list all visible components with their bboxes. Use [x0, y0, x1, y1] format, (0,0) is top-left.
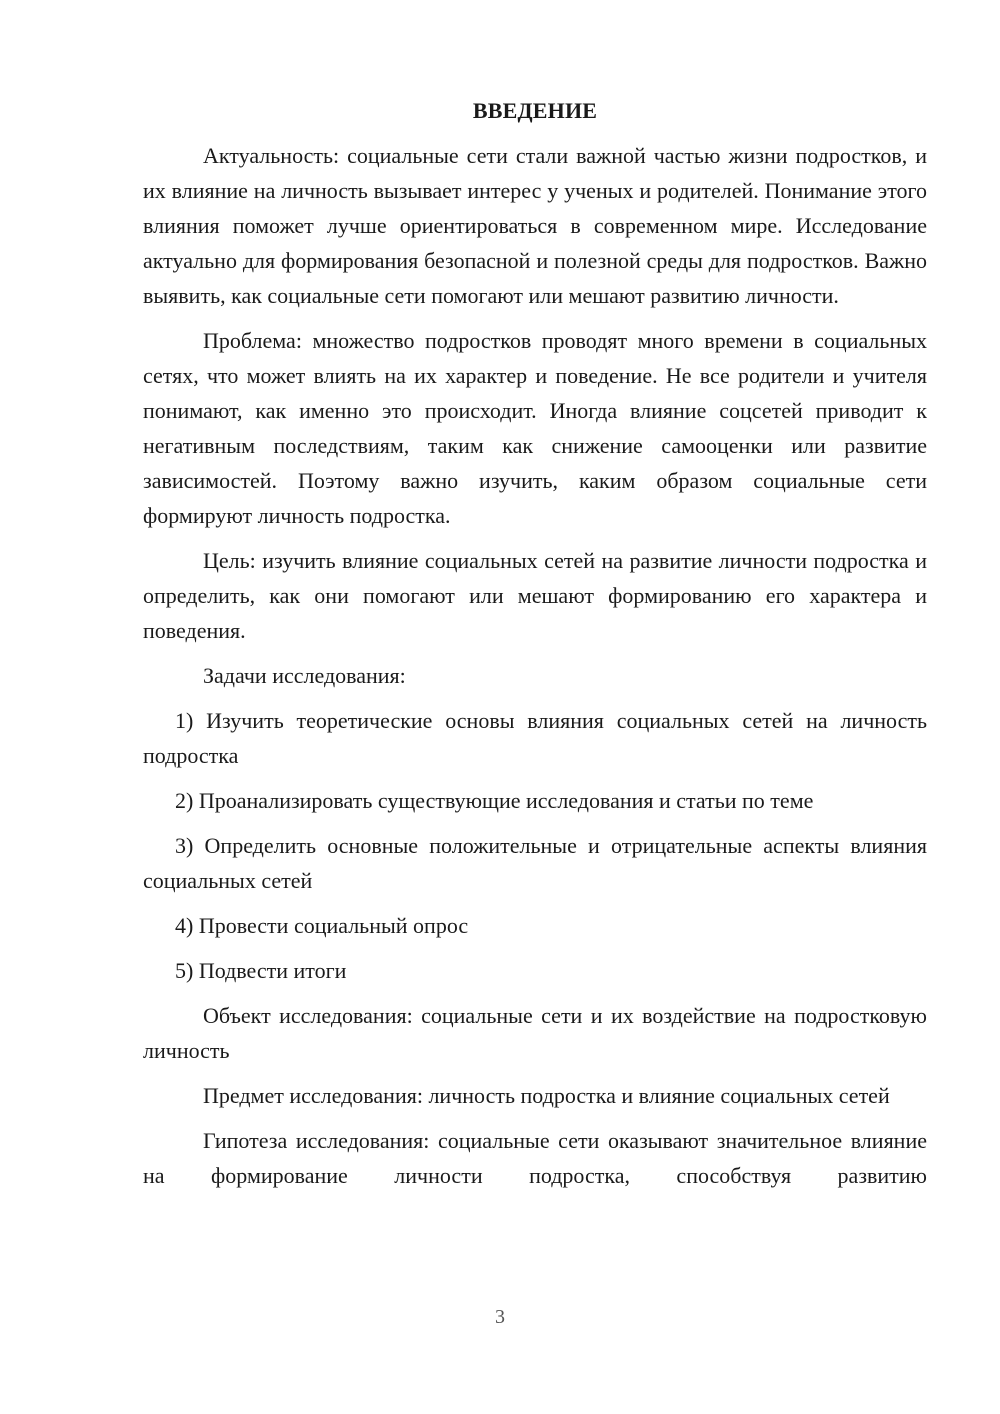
paragraph-goal: Цель: изучить влияние социальных сетей на развитие личности подростка и определить, как они помогают или мешают формированию его характера и поведения. — [143, 548, 927, 643]
paragraph-problem: Проблема: множество подростков проводят много времени в социальных сетях, что может влиять на их характер и поведение. Не все родители и учителя понимают, как именно это происходит. Иногда влияние соцсетей приводит к негативным последствиям, таким как снижение самооценки или развитие зависимостей. Поэтому важно изучить, каким образом социальные сети формируют личность подростка. — [143, 328, 927, 528]
paragraph-subject: Предмет исследования: личность подростка и влияние социальных сетей — [203, 1083, 890, 1108]
paragraph-tasks-heading: Задачи исследования: — [203, 663, 406, 688]
task-item-4: 4) Провести социальный опрос — [175, 913, 469, 938]
task-item-1: 1) Изучить теоретические основы влияния социальных сетей на личность подростка — [143, 708, 927, 768]
paragraph-hypothesis: Гипотеза исследования: социальные сети оказывают значительное влияние на формирование личности подростка, способствуя развитию — [143, 1128, 927, 1188]
section-title: ВВЕДЕНИЕ — [472, 98, 598, 123]
task-item-5: 5) Подвести итоги — [175, 958, 347, 983]
task-item-3: 3) Определить основные положительные и отрицательные аспекты влияния социальных сетей — [143, 833, 927, 893]
paragraph-object: Объект исследования: социальные сети и их воздействие на подростковую личность — [143, 1003, 927, 1063]
paragraph-relevance: Актуальность: социальные сети стали важной частью жизни подростков, и их влияние на личность вызывает интерес у ученых и родителей. Понимание этого влияния поможет лучше ориентироваться в современном мире. Исследование актуально для формирования безопасной и полезной среды для подростков. Важно выявить, как социальные сети помогают или мешают развитию личности. — [143, 143, 927, 308]
page-number: 3 — [495, 1306, 505, 1328]
task-item-2: 2) Проанализировать существующие исследования и статьи по теме — [175, 788, 814, 813]
document-page — [143, 95, 927, 1203]
